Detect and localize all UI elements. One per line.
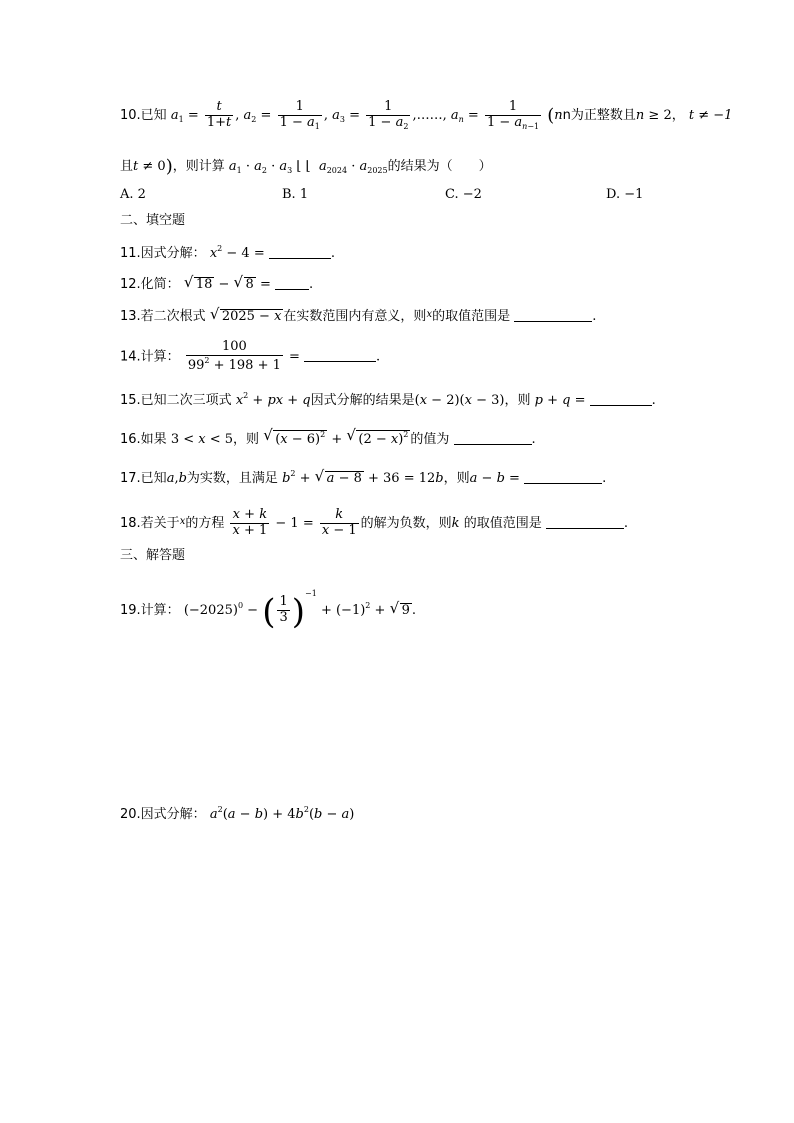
q16-answer-blank[interactable] xyxy=(454,432,532,445)
q17-answer-blank[interactable] xyxy=(524,471,602,484)
q19: 19.计算： $(-2025)^0$ − ( $\frac{1}{3}$ )$^{-1} + (-1)^2$ + √ 9 . xyxy=(120,589,416,632)
q18-frac-right: $\frac{k}{x - 1}$ xyxy=(321,507,357,538)
q14: 14.计算： $\frac{100}{99^2 + 198 + 1}$ = . xyxy=(120,339,381,373)
q20: 20.因式分解： $a^2(a - b) + 4b^2(b - a)$ xyxy=(120,805,355,822)
q10-prefix: 10.已知 xyxy=(120,108,167,124)
q10-option-a: A. 2 xyxy=(120,187,146,202)
q11-answer-blank[interactable] xyxy=(269,246,331,259)
q18-frac-left: $\frac{x + k}{x + 1}$ xyxy=(232,507,268,538)
q10-frac-a1: $\frac{t}{1+t}$ xyxy=(206,99,232,131)
q10-cond-note: n为正整数且 xyxy=(562,108,636,124)
q14-answer-blank[interactable] xyxy=(304,349,376,362)
q16: 16.如果 3 < x < 5，则 √ $(x - 6)^2$ + √ $(2 - x)^2$ 的值为 . xyxy=(120,426,536,447)
q10-option-d: D. −1 xyxy=(606,187,644,202)
section-solve-heading: 三、解答题 xyxy=(120,548,186,563)
q13-answer-blank[interactable] xyxy=(514,309,592,322)
section-fill-blank-heading: 二、填空题 xyxy=(120,213,186,228)
q10-frac-an: $\frac{1}{1 - a_{n-1}}$ xyxy=(486,99,540,131)
q12: 12.化简： √ 18 − √ 8 = . xyxy=(120,273,314,292)
q19-fraction: $\frac{1}{3}$ xyxy=(279,594,288,625)
q18: 18.若关于$^x$的方程 $\frac{x + k}{x + 1}$ − 1 = $\frac{k}{x - 1}$ 的解为负数，则k 的取值范围是 . xyxy=(120,507,628,538)
q18-answer-blank[interactable] xyxy=(546,516,624,529)
q15-answer-blank[interactable] xyxy=(590,393,652,406)
q10-line2: 且t ≠ 0)，则计算 $a_1 \cdot a_2 \cdot a_3$ ⌊ ⌊ $a_{2024} \cdot a_{2025}$的结果为（ ） xyxy=(120,156,492,177)
q10-t-cond: t ≠ −1 xyxy=(688,108,733,124)
q10-option-b: B. 1 xyxy=(282,187,309,202)
q13: 13.若二次根式 √ 2025 − x 在实数范围内有意义，则$^x$的取值范围是 . xyxy=(120,305,597,324)
q10-option-c: C. −2 xyxy=(445,187,482,202)
q10-line1: 10.已知 $a_1$ = $\frac{t}{1+t}$ , $a_2$ = $\frac{1}{1 - a_1}$ , $a_3$ = $\frac{1}{1 - a_2}$ ,……, $a_n$ = $\frac{1}{1 - a_{n-1}}$ (nn为正整数且n ≥ 2， t ≠ −1 xyxy=(120,99,733,131)
q12-answer-blank[interactable] xyxy=(275,277,309,290)
q10-frac-a2: $\frac{1}{1 - a_1}$ xyxy=(279,99,320,131)
q11: 11.因式分解： $x^2 - 4$ = . xyxy=(120,244,335,261)
q15: 15.已知二次三项式 $x^2$ + px + q因式分解的结果是(x − 2)(x − 3)，则 p + q = . xyxy=(120,391,656,408)
q10-frac-a3: $\frac{1}{1 - a_2}$ xyxy=(368,99,409,131)
q14-fraction: $\frac{100}{99^2 + 198 + 1}$ xyxy=(187,339,281,373)
q17: 17.已知a,b为实数，且满足 $b^2$ + √ a − 8 + 36 = 12b，则a − b = . xyxy=(120,467,607,486)
